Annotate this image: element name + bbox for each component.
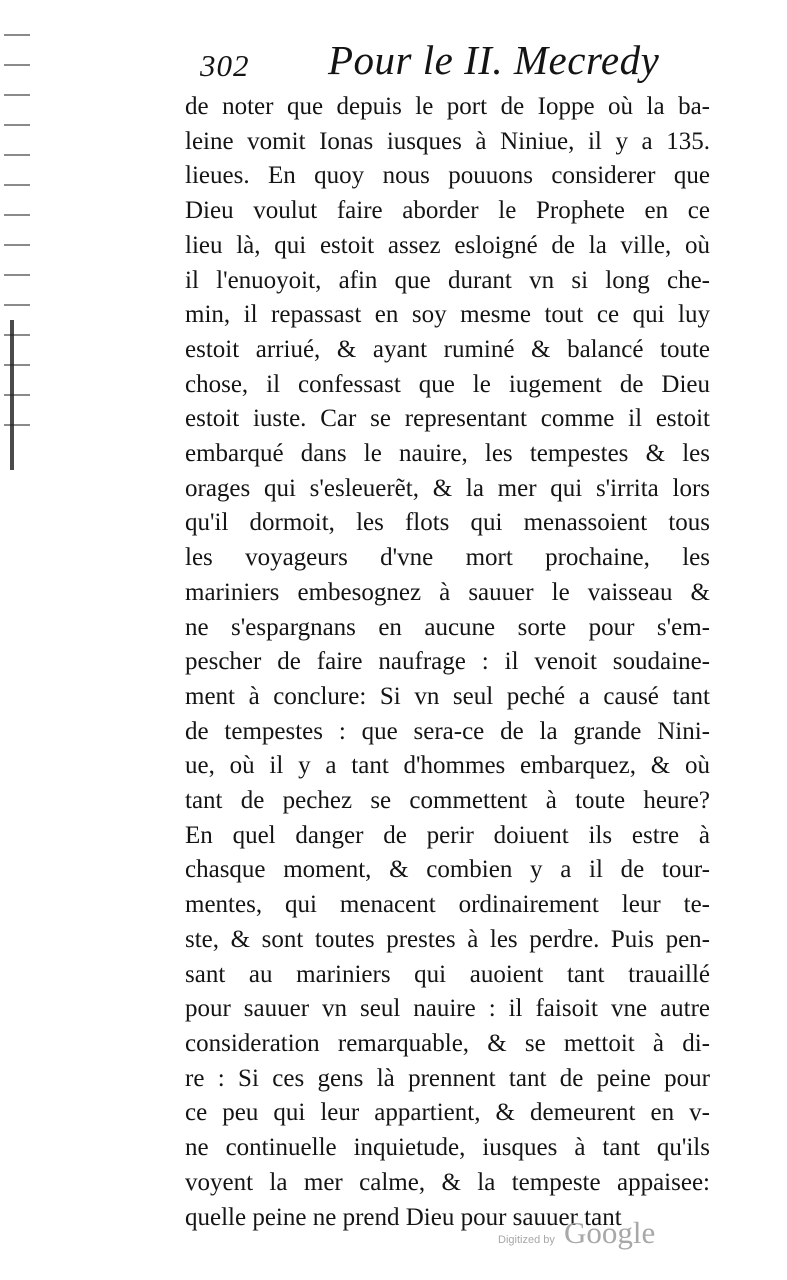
running-title: Pour le II. Mecredy — [328, 37, 660, 83]
page-edge-shadow — [4, 20, 30, 440]
text-line: de tempestes : que sera-ce de la grande Nini- — [185, 717, 710, 745]
text-line: consideration remarquable, & se mettoit à di- — [185, 1029, 710, 1057]
text-line: il l'enuoyoit, afin que durant vn si long che- — [185, 266, 710, 294]
text-line: En quel danger de perir doiuent ils estre à — [185, 821, 710, 849]
text-line: ne continuelle inquietude, iusques à tant qu'ils — [185, 1134, 710, 1162]
text-line: re : Si ces gens là prennent tant de peine pour — [185, 1064, 710, 1092]
text-line: Dieu voulut faire aborder le Prophete en ce — [185, 197, 710, 225]
text-line: lieu là, qui estoit assez esloigné de la ville, où — [185, 231, 710, 259]
text-line: chose, il confessast que le iugement de Dieu — [185, 370, 710, 398]
page-header — [200, 36, 720, 84]
text-line: estoit iuste. Car se representant comme il estoit — [185, 405, 710, 433]
text-line: leine vomit Ionas iusques à Niniue, il y a 135. — [185, 127, 710, 155]
text-line: ste, & sont toutes prestes à les perdre. Puis pen- — [185, 925, 710, 953]
text-line: pour sauuer vn seul nauire : il faisoit vne autre — [185, 995, 710, 1023]
google-logo: Google — [564, 1215, 656, 1250]
text-line: quelle peine ne prend Dieu pour sauuer tant — [185, 1203, 622, 1231]
text-line: les voyageurs d'vne mort prochaine, les — [185, 544, 710, 572]
text-line: chasque moment, & combien y a il de tour- — [185, 856, 710, 884]
text-line: ment à conclure: Si vn seul peché a causé tant — [185, 682, 710, 710]
text-line: embarqué dans le nauire, les tempestes & les — [185, 440, 710, 468]
text-line: mariniers embesognez à sauuer le vaisseau & — [185, 578, 710, 606]
text-line: ne s'espargnans en aucune sorte pour s'em- — [185, 613, 710, 641]
text-line: tant de pechez se commettent à toute heure? — [185, 787, 710, 815]
watermark-prefix: Digitized by — [498, 1234, 555, 1246]
body-text — [185, 90, 710, 1235]
text-line: ue, où il y a tant d'hommes embarquez, & où — [185, 752, 710, 780]
text-line: min, il repassast en soy mesme tout ce qui luy — [185, 301, 710, 329]
text-line: lieues. En quoy nous pouuons considerer que — [185, 162, 710, 190]
text-line: sant au mariniers qui auoient tant trauaillé — [185, 960, 710, 988]
page-number: 302 — [200, 48, 250, 83]
text-line: pescher de faire naufrage : il venoit soudaine- — [185, 648, 710, 676]
text-line: estoit arriué, & ayant ruminé & balancé toute — [185, 335, 710, 363]
text-line: ce peu qui leur appartient, & demeurent en v- — [185, 1099, 710, 1127]
google-watermark — [498, 1215, 668, 1255]
text-line: voyent la mer calme, & la tempeste appaisee: — [185, 1168, 710, 1196]
text-line: orages qui s'esleuerẽt, & la mer qui s'irrita lors — [185, 474, 710, 502]
page-edge-mark — [10, 320, 14, 470]
text-line: de noter que depuis le port de Ioppe où la ba- — [185, 93, 710, 120]
text-line: qu'il dormoit, les flots qui menassoient tous — [185, 509, 710, 537]
text-line: mentes, qui menacent ordinairement leur te- — [185, 891, 710, 919]
